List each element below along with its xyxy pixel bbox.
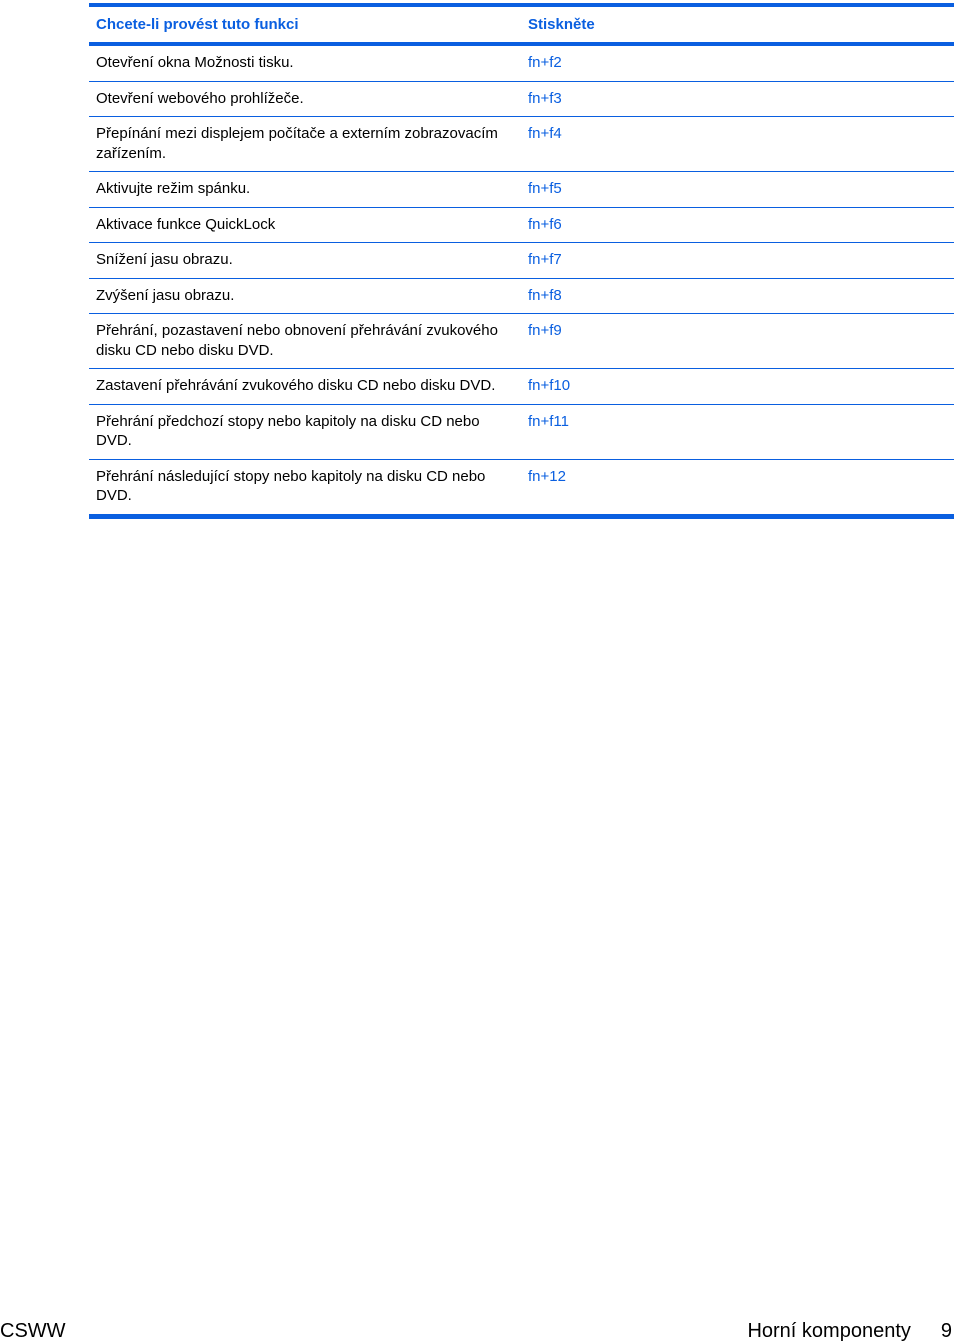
header-action: Chcete-li provést tuto funkci: [96, 16, 299, 33]
table-row: [89, 278, 954, 314]
keys-cell: fn+f9: [528, 322, 562, 339]
keys-cell: fn+12: [528, 467, 566, 485]
keys-cell: fn+f8: [528, 286, 562, 304]
action-cell: Aktivace funkce QuickLock: [96, 215, 276, 233]
table-row: [89, 404, 954, 459]
keys-cell: fn+f4: [528, 125, 562, 142]
action-cell: Aktivujte režim spánku.: [96, 180, 251, 197]
footer-locale-label: CSWW: [0, 1320, 66, 1342]
table-row: [89, 44, 954, 81]
keys-cell: fn+f7: [528, 251, 562, 268]
action-cell: Přehrání následující stopy nebo kapitoly na disku CD nebo DVD.: [96, 467, 486, 504]
footer-chapter-title: Horní komponenty: [747, 1320, 911, 1342]
footer-right-group: [747, 1318, 952, 1344]
action-cell: Otevření webového prohlížeče.: [96, 89, 304, 107]
footer-page-number: 9: [940, 1320, 952, 1342]
action-cell: Přepínání mezi displejem počítače a externím zobrazovacím zařízením.: [96, 125, 498, 162]
keys-cell: fn+f10: [528, 377, 571, 394]
action-cell: Snížení jasu obrazu.: [96, 251, 233, 268]
action-cell: Přehrání předchozí stopy nebo kapitoly na disku CD nebo DVD.: [96, 412, 480, 449]
table-row: [89, 207, 954, 243]
action-cell: Přehrání, pozastavení nebo obnovení přehrávání zvukového disku CD nebo disku DVD.: [96, 322, 498, 359]
table-row: [89, 81, 954, 117]
table-row: [89, 172, 954, 208]
table-row: [89, 243, 954, 279]
keys-cell: fn+f11: [528, 412, 570, 430]
table-row: [89, 369, 954, 405]
page-footer: [0, 1318, 960, 1344]
table-row: [89, 459, 954, 516]
keys-cell: fn+f6: [528, 215, 562, 233]
table-row: [89, 314, 954, 369]
action-cell: Zastavení přehrávání zvukového disku CD nebo disku DVD.: [96, 377, 496, 394]
table-header-row: [89, 5, 954, 44]
keys-cell: fn+f3: [528, 89, 562, 107]
keys-cell: fn+f5: [528, 180, 562, 197]
action-cell: Zvýšení jasu obrazu.: [96, 286, 235, 304]
table-row: [89, 117, 954, 172]
header-keys: Stiskněte: [528, 16, 595, 33]
keys-cell: fn+f2: [528, 54, 562, 71]
action-cell: Otevření okna Možnosti tisku.: [96, 54, 294, 71]
shortcut-table: [89, 3, 954, 519]
